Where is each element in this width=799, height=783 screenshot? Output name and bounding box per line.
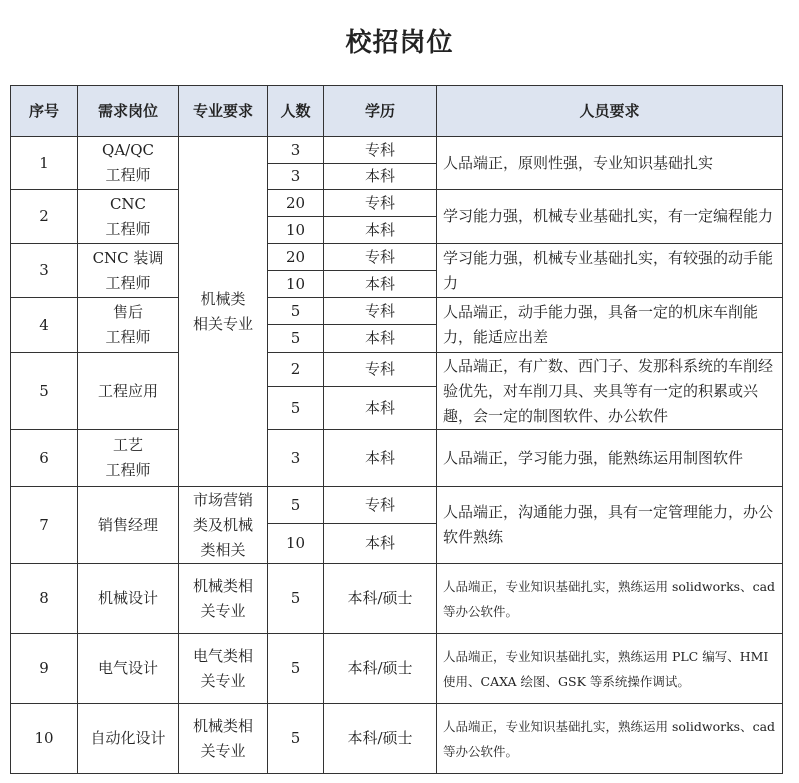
row-requirements: 学习能力强，机械专业基础扎实，有较强的动手能力 bbox=[437, 244, 783, 298]
row-requirements: 人品端正，专业知识基础扎实，熟练运用 solidworks、cad 等办公软件。 bbox=[437, 564, 783, 634]
table-row bbox=[11, 487, 783, 524]
row-education: 专科 bbox=[324, 244, 437, 271]
row-position: 自动化设计 bbox=[78, 704, 179, 774]
row-education: 专科 bbox=[324, 190, 437, 217]
major-line: 类及机械 bbox=[192, 515, 253, 534]
table-row bbox=[11, 353, 783, 387]
row-no: 7 bbox=[11, 487, 78, 564]
row-education: 本科 bbox=[324, 430, 437, 487]
row-no: 5 bbox=[11, 353, 78, 430]
row-education: 本科 bbox=[324, 387, 437, 430]
major-line: 机械类 bbox=[200, 289, 246, 308]
row-major bbox=[179, 487, 268, 564]
row-count: 2 bbox=[268, 353, 324, 387]
row-count: 5 bbox=[268, 387, 324, 430]
table-row bbox=[11, 704, 783, 774]
row-position bbox=[78, 298, 179, 353]
row-position bbox=[78, 430, 179, 487]
position-line: 工程师 bbox=[105, 219, 151, 238]
page-title: 校招岗位 bbox=[345, 28, 454, 58]
row-education: 本科/硕士 bbox=[324, 704, 437, 774]
row-count: 10 bbox=[268, 271, 324, 298]
row-education: 本科/硕士 bbox=[324, 634, 437, 704]
header-requirements: 人员要求 bbox=[437, 86, 783, 137]
major-line: 类相关 bbox=[200, 540, 246, 559]
major-line: 关专业 bbox=[200, 671, 246, 690]
table-row bbox=[11, 564, 783, 634]
row-requirements: 人品端正，沟通能力强，具有一定管理能力，办公软件熟练 bbox=[437, 487, 783, 564]
row-education: 本科 bbox=[324, 271, 437, 298]
row-major bbox=[179, 634, 268, 704]
major-line: 电气类相 bbox=[192, 646, 253, 665]
row-count: 5 bbox=[268, 564, 324, 634]
position-line: CNC 装调 bbox=[92, 248, 164, 267]
table-row bbox=[11, 137, 783, 164]
row-count: 20 bbox=[268, 244, 324, 271]
row-no: 9 bbox=[11, 634, 78, 704]
position-line: 工程师 bbox=[105, 273, 151, 292]
row-education: 专科 bbox=[324, 353, 437, 387]
table-row bbox=[11, 244, 783, 271]
row-no: 1 bbox=[11, 137, 78, 190]
row-position: 机械设计 bbox=[78, 564, 179, 634]
row-requirements: 人品端正，有广数、西门子、发那科系统的车削经验优先，对车削刀具、夹具等有一定的积累或兴趣，会一定的制图软件、办公软件 bbox=[437, 353, 783, 430]
row-position bbox=[78, 190, 179, 244]
row-requirements: 学习能力强，机械专业基础扎实，有一定编程能力 bbox=[437, 190, 783, 244]
row-position bbox=[78, 487, 179, 564]
table-row bbox=[11, 190, 783, 217]
row-major bbox=[179, 704, 268, 774]
row-education: 本科 bbox=[324, 524, 437, 564]
row-count: 5 bbox=[268, 325, 324, 353]
row-count: 10 bbox=[268, 217, 324, 244]
row-count: 5 bbox=[268, 487, 324, 524]
major-line: 机械类相 bbox=[192, 716, 253, 735]
major-line: 相关专业 bbox=[192, 314, 253, 333]
header-no: 序号 bbox=[11, 86, 78, 137]
row-requirements: 人品端正，专业知识基础扎实，熟练运用 PLC 编写、HMI 使用、CAXA 绘图、GSK 等系统操作调试。 bbox=[437, 634, 783, 704]
major-line: 关专业 bbox=[200, 741, 246, 760]
table-row bbox=[11, 430, 783, 487]
row-position bbox=[78, 353, 179, 430]
position-line: 工程师 bbox=[105, 328, 151, 346]
position-line: QA/QC bbox=[102, 141, 154, 159]
position-line: 工艺 bbox=[112, 436, 143, 454]
row-count: 20 bbox=[268, 190, 324, 217]
row-requirements: 人品端正，原则性强，专业知识基础扎实 bbox=[437, 137, 783, 190]
row-count: 3 bbox=[268, 137, 324, 164]
row-count: 5 bbox=[268, 298, 324, 325]
row-education: 本科 bbox=[324, 217, 437, 244]
row-no: 4 bbox=[11, 298, 78, 353]
row-requirements: 人品端正，学习能力强，能熟练运用制图软件 bbox=[437, 430, 783, 487]
table-row bbox=[11, 634, 783, 704]
row-no: 3 bbox=[11, 244, 78, 298]
position-line: 销售经理 bbox=[97, 515, 158, 534]
header-count: 人数 bbox=[268, 86, 324, 137]
row-no: 2 bbox=[11, 190, 78, 244]
header-education: 学历 bbox=[324, 86, 437, 137]
row-count: 3 bbox=[268, 164, 324, 190]
row-count: 10 bbox=[268, 524, 324, 564]
row-education: 专科 bbox=[324, 298, 437, 325]
position-line: 工程师 bbox=[105, 461, 151, 479]
major-line: 市场营销 bbox=[192, 490, 253, 509]
major-line: 关专业 bbox=[200, 601, 246, 620]
row-no: 8 bbox=[11, 564, 78, 634]
row-no: 6 bbox=[11, 430, 78, 487]
header-major: 专业要求 bbox=[179, 86, 268, 137]
row-major bbox=[179, 564, 268, 634]
row-position: 电气设计 bbox=[78, 634, 179, 704]
position-line: 工程应用 bbox=[97, 381, 158, 400]
row-education: 专科 bbox=[324, 137, 437, 164]
row-education: 本科/硕士 bbox=[324, 564, 437, 634]
row-count: 5 bbox=[268, 704, 324, 774]
row-count: 5 bbox=[268, 634, 324, 704]
position-line: 工程师 bbox=[105, 166, 151, 184]
row-no: 10 bbox=[11, 704, 78, 774]
shared-major bbox=[179, 137, 268, 487]
row-position bbox=[78, 137, 179, 190]
row-position bbox=[78, 244, 179, 298]
row-education: 专科 bbox=[324, 487, 437, 524]
row-count: 3 bbox=[268, 430, 324, 487]
positions-table bbox=[10, 85, 783, 774]
position-line: 售后 bbox=[112, 303, 143, 321]
row-education: 本科 bbox=[324, 164, 437, 190]
major-line: 机械类相 bbox=[192, 576, 253, 595]
row-education: 本科 bbox=[324, 325, 437, 353]
position-line: CNC bbox=[109, 194, 147, 213]
header-row bbox=[11, 86, 783, 137]
header-position: 需求岗位 bbox=[78, 86, 179, 137]
row-requirements: 人品端正，动手能力强，具备一定的机床车削能力，能适应出差 bbox=[437, 298, 783, 353]
table-row bbox=[11, 298, 783, 325]
row-requirements: 人品端正，专业知识基础扎实，熟练运用 solidworks、cad 等办公软件。 bbox=[437, 704, 783, 774]
